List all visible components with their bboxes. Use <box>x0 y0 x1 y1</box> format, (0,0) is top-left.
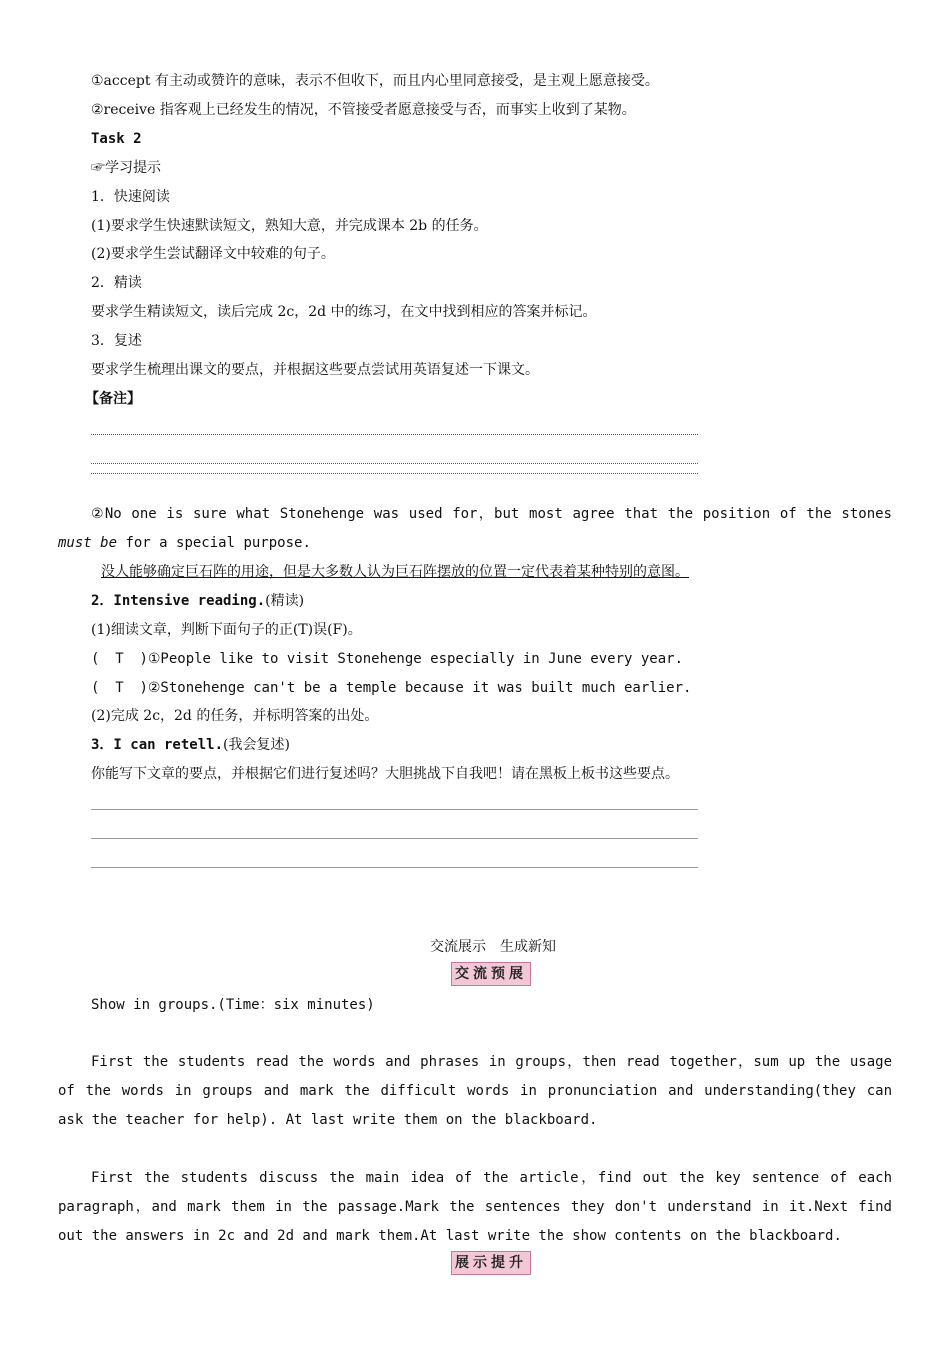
retell-title-cn: (我会复述) <box>223 737 290 753</box>
step2-text: 要求学生精读短文，读后完成 2c，2d 中的练习，在文中找到相应的答案并标记。 <box>91 304 597 320</box>
retell-heading <box>91 735 290 755</box>
step1-item-b: (2)要求学生尝试翻译文中较难的句子。 <box>91 246 335 262</box>
sentence-2-start: ②No one is sure what Stonehenge was used for，but most agree that the position of the stones <box>91 506 892 522</box>
remark-line <box>91 473 698 474</box>
section-badge: 展示提升 <box>451 1251 531 1275</box>
section-badge: 交流预展 <box>451 962 531 986</box>
answer-line <box>91 838 698 839</box>
tf-answer: T <box>115 680 124 696</box>
tf-item <box>91 678 691 698</box>
tf-answer: T <box>115 651 124 667</box>
remark-line <box>91 434 698 435</box>
tf-text: )②Stonehenge can't be a temple because it was built much earlier. <box>139 680 692 696</box>
answer-line <box>91 867 698 868</box>
step2-title: 2．精读 <box>91 275 142 291</box>
intensive-instruction: (1)细读文章，判断下面句子的正(T)误(F)。 <box>91 622 362 638</box>
retell-text: 你能写下文章的要点，并根据它们进行复述吗？大胆挑战下自我吧！请在黑板上板书这些要点。 <box>91 766 679 782</box>
remark-line <box>91 463 698 464</box>
sentence-2-end: for a special purpose. <box>117 535 311 551</box>
intensive-title: 2．Intensive reading. <box>91 593 266 609</box>
sentence-2-italic: must be <box>58 535 118 551</box>
paragraph-2: First the students discuss the main idea of the article，find out the key sentence of each paragraph，and mark them in the passage.Mark the sentences they don't understand in it.Next find out the answers in 2c and 2d and mark them.At last write the show contents on the blackboard. <box>58 1170 892 1244</box>
tf-item <box>91 649 683 669</box>
show-in-groups: Show in groups.(Time：six minutes) <box>91 997 375 1013</box>
intensive-heading <box>91 591 304 611</box>
step3-text: 要求学生梳理出课文的要点，并根据这些要点尝试用英语复述一下课文。 <box>91 362 539 378</box>
step1-title: 1．快速阅读 <box>91 189 170 205</box>
badge-wrap <box>16 1251 950 1275</box>
tf-text: )①People like to visit Stonehenge especially in June every year. <box>139 651 683 667</box>
task2-title: Task 2 <box>91 131 142 147</box>
intensive-title-cn: (精读) <box>265 593 305 609</box>
note-receive: ②receive 指客观上已经发生的情况，不管接受者愿意接受与否，而事实上收到了某物。 <box>91 102 636 118</box>
retell-title: 3．I can retell. <box>91 737 224 753</box>
remark-label: 【备注】 <box>85 391 141 407</box>
study-tip: ☞学习提示 <box>91 160 161 176</box>
sentence-2-translation: 没人能够确定巨石阵的用途，但是大多数人认为巨石阵摆放的位置一定代表着某种特别的意图。 <box>101 564 689 580</box>
step1-item-a: (1)要求学生快速默读短文，熟知大意，并完成课本 2b 的任务。 <box>91 218 488 234</box>
tf-open: ( <box>91 651 100 667</box>
sentence-2 <box>58 500 892 558</box>
badge-wrap <box>16 962 950 986</box>
note-accept: ①accept 有主动或赞许的意味，表示不但收下，而且内心里同意接受，是主观上愿意接受。 <box>91 73 659 89</box>
answer-line <box>91 809 698 810</box>
section-heading: 交流展示 生成新知 <box>430 939 556 955</box>
intensive-sub2: (2)完成 2c，2d 的任务，并标明答案的出处。 <box>91 708 379 724</box>
tf-open: ( <box>91 680 100 696</box>
paragraph-1: First the students read the words and phrases in groups，then read together，sum up the usage of the words in groups and mark the difficult words in pronunciation and understanding(they can ask the teacher for help). At last write them on the blackboard. <box>58 1054 892 1128</box>
step3-title: 3．复述 <box>91 333 142 349</box>
